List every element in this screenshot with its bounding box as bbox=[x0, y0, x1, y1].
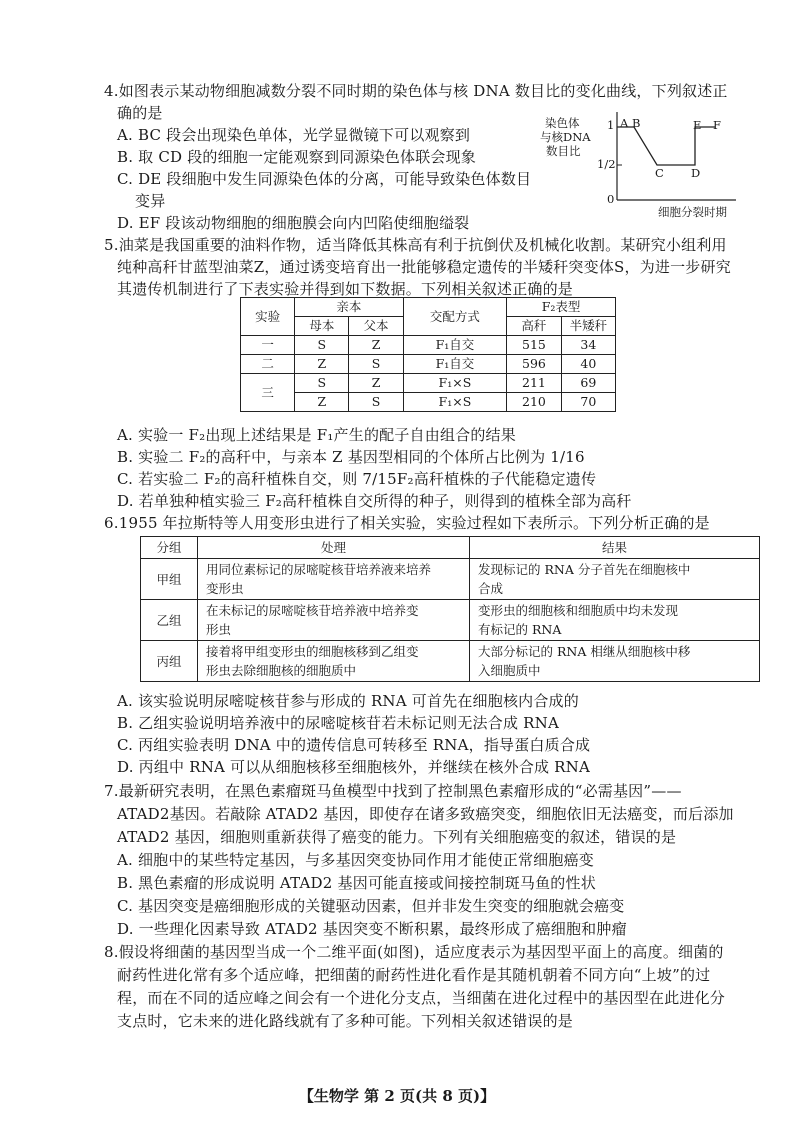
table-row bbox=[241, 355, 616, 374]
q6-cell-result bbox=[470, 559, 760, 600]
q6-cell-treat bbox=[198, 641, 470, 682]
q6-treat-line2: 变形虫 bbox=[206, 581, 244, 596]
q5-th-father: 父本 bbox=[349, 317, 403, 336]
q5-cell-semi: 40 bbox=[561, 355, 615, 374]
q4-graph-ylabel-2: 与核DNA bbox=[540, 130, 591, 144]
q6-option-a: A. 该实验说明尿嘧啶核苷参与形成的 RNA 可首先在细胞核内合成的 bbox=[117, 692, 579, 710]
q6-result-line1: 变形虫的细胞核和细胞质中均未发现 bbox=[478, 603, 679, 618]
q6-cell-group: 丙组 bbox=[141, 641, 198, 682]
q5-cell-mother: S bbox=[295, 336, 349, 355]
q6-cell-treat bbox=[198, 559, 470, 600]
q4-graph-tick-1: 1 bbox=[607, 118, 615, 132]
q5-cell-cross: F₁自交 bbox=[403, 336, 507, 355]
table-row bbox=[241, 393, 616, 412]
q5-cell-exp: 三 bbox=[241, 374, 295, 412]
q7-stem-line3: ATAD2 基因，细胞则重新获得了癌变的能力。下列有关细胞癌变的叙述，错误的是 bbox=[117, 828, 677, 846]
q5-stem-line3: 其遗传机制进行了下表实验并得到如下数据。下列相关叙述正确的是 bbox=[117, 280, 574, 298]
q7-option-b: B. 黑色素瘤的形成说明 ATAD2 基因可能直接或间接控制斑马鱼的性状 bbox=[117, 874, 596, 892]
q6-th-treat: 处理 bbox=[198, 537, 470, 559]
q6-option-d: D. 丙组中 RNA 可以从细胞核移至细胞核外，并继续在核外合成 RNA bbox=[117, 758, 591, 776]
table-row bbox=[141, 641, 760, 682]
q5-th-exp: 实验 bbox=[241, 298, 295, 336]
q5-cell-father: Z bbox=[349, 336, 403, 355]
q5-cell-semi: 34 bbox=[561, 336, 615, 355]
q4-graph-point-c: C bbox=[655, 166, 664, 180]
q5-th-tall: 高秆 bbox=[507, 317, 561, 336]
q6-option-c: C. 丙组实验表明 DNA 中的遗传信息可转移至 RNA，指导蛋白质合成 bbox=[117, 736, 591, 754]
q5-cell-cross: F₁×S bbox=[403, 374, 507, 393]
q6-treat-line2: 形虫 bbox=[206, 622, 232, 637]
q5-cell-father: Z bbox=[349, 374, 403, 393]
q4-stem-line2: 确的是 bbox=[117, 104, 163, 122]
table-row bbox=[241, 374, 616, 393]
q5-cell-mother: S bbox=[295, 374, 349, 393]
q6-result-line2: 入细胞质中 bbox=[478, 663, 541, 678]
q5-cell-semi: 69 bbox=[561, 374, 615, 393]
q5-stem-line1: 5.油菜是我国重要的油料作物，适当降低其株高有利于抗倒伏及机械化收割。某研究小组利用 bbox=[104, 236, 727, 254]
q4-graph-tick-half: 1/2 bbox=[597, 157, 616, 171]
q8-stem-line2: 耐药性进化常有多个适应峰，把细菌的耐药性进化看作是其随机朝着不同方向“上坡”的过 bbox=[117, 966, 711, 984]
q4-stem-line1: 4.如图表示某动物细胞减数分裂不同时期的染色体与核 DNA 数目比的变化曲线，下列叙述正 bbox=[104, 82, 728, 100]
q4-option-b: B. 取 CD 段的细胞一定能观察到同源染色体联会现象 bbox=[117, 148, 477, 166]
q5-option-c: C. 若实验二 F₂的高秆植株自交，则 7/15F₂高秆植株的子代能稳定遗传 bbox=[117, 470, 597, 488]
q8-stem-line4: 支点时，它未来的进化路线就有了多种可能。下列相关叙述错误的是 bbox=[117, 1012, 574, 1030]
q4-graph-point-d: D bbox=[691, 166, 701, 180]
q5-th-parent: 亲本 bbox=[295, 298, 403, 317]
q6-treat-line1: 在未标记的尿嘧啶核苷培养液中培养变 bbox=[206, 603, 419, 618]
q6-result-line2: 有标记的 RNA bbox=[478, 622, 562, 637]
q5-cell-cross: F₁自交 bbox=[403, 355, 507, 374]
q8-stem-line1: 8.假设将细菌的基因型当成一个二维平面(如图)，适应度表示为基因型平面上的高度。细菌的 bbox=[104, 943, 724, 961]
q5-cell-tall: 211 bbox=[507, 374, 561, 393]
q5-th-mother: 母本 bbox=[295, 317, 349, 336]
q4-option-d: D. EF 段该动物细胞的细胞膜会向内凹陷使细胞缢裂 bbox=[117, 214, 470, 232]
q4-graph-point-e: E bbox=[693, 118, 702, 132]
q6-stem: 6.1955 年拉斯特等人用变形虫进行了相关实验，实验过程如下表所示。下列分析正确的是 bbox=[104, 514, 710, 532]
q5-cell-tall: 210 bbox=[507, 393, 561, 412]
q6-result-line2: 合成 bbox=[478, 581, 504, 596]
q6-cell-group: 甲组 bbox=[141, 559, 198, 600]
q5-cell-tall: 515 bbox=[507, 336, 561, 355]
q4-option-a: A. BC 段会出现染色单体，光学显微镜下可以观察到 bbox=[117, 126, 471, 144]
q6-treat-line1: 接着将甲组变形虫的细胞核移到乙组变 bbox=[206, 644, 419, 659]
q5-option-b: B. 实验二 F₂的高秆中，与亲本 Z 基因型相同的个体所占比例为 1/16 bbox=[117, 448, 585, 466]
q4-graph-point-a: A bbox=[620, 116, 629, 130]
page-footer: 【生物学 第 2 页(共 8 页)】 bbox=[298, 1087, 496, 1105]
q6-treat-line1: 用同位素标记的尿嘧啶核苷培养液来培养 bbox=[206, 562, 432, 577]
q4-graph-xlabel: 细胞分裂时期 bbox=[658, 205, 727, 219]
q4-graph-tick-0: 0 bbox=[607, 192, 615, 206]
q5-cell-cross: F₁×S bbox=[403, 393, 507, 412]
q5-cell-exp: 二 bbox=[241, 355, 295, 374]
q6-table bbox=[140, 536, 760, 682]
q4-graph-plot bbox=[600, 110, 740, 205]
q4-graph-ylabel-3: 数目比 bbox=[546, 144, 581, 158]
q5-cell-semi: 70 bbox=[561, 393, 615, 412]
q5-cell-tall: 596 bbox=[507, 355, 561, 374]
q6-option-b: B. 乙组实验说明培养液中的尿嘧啶核苷若未标记则无法合成 RNA bbox=[117, 714, 559, 732]
q5-th-semi: 半矮秆 bbox=[561, 317, 615, 336]
q7-option-c: C. 基因突变是癌细胞形成的关键驱动因素，但并非发生突变的细胞就会癌变 bbox=[117, 897, 625, 915]
q6-cell-group: 乙组 bbox=[141, 600, 198, 641]
q5-cell-father: S bbox=[349, 355, 403, 374]
q5-stem-line2: 纯种高秆甘蓝型油菜Z，通过诱变培育出一批能够稳定遗传的半矮秆突变体S，为进一步研究 bbox=[117, 258, 731, 276]
q5-th-f2: F₂表型 bbox=[507, 298, 616, 317]
q7-stem-line1: 7.最新研究表明，在黑色素瘤斑马鱼模型中找到了控制黑色素瘤形成的“必需基因”—— bbox=[104, 782, 682, 800]
q5-cell-exp: 一 bbox=[241, 336, 295, 355]
q4-option-c-line2: 变异 bbox=[135, 192, 166, 210]
q4-graph-point-f: F bbox=[713, 118, 721, 132]
q4-graph-curve bbox=[617, 127, 715, 165]
q6-th-result: 结果 bbox=[470, 537, 760, 559]
q6-treat-line2: 形虫去除细胞核的细胞质中 bbox=[206, 663, 357, 678]
q6-cell-treat bbox=[198, 600, 470, 641]
q5-option-a: A. 实验一 F₂出现上述结果是 F₁产生的配子自由组合的结果 bbox=[117, 426, 516, 444]
q5-cell-father: S bbox=[349, 393, 403, 412]
table-row bbox=[241, 336, 616, 355]
q6-cell-result bbox=[470, 641, 760, 682]
q4-graph-point-b: B bbox=[632, 116, 641, 130]
q5-option-d: D. 若单独种植实验三 F₂高秆植株自交所得的种子，则得到的植株全部为高秆 bbox=[117, 492, 632, 510]
q7-option-d: D. 一些理化因素导致 ATAD2 基因突变不断积累，最终形成了癌细胞和肿瘤 bbox=[117, 920, 627, 938]
q8-stem-line3: 程，而在不同的适应峰之间会有一个进化分支点，当细菌在进化过程中的基因型在此进化分 bbox=[117, 989, 726, 1007]
q6-result-line1: 大部分标记的 RNA 相继从细胞核中移 bbox=[478, 644, 691, 659]
q5-cell-mother: Z bbox=[295, 393, 349, 412]
table-row bbox=[141, 559, 760, 600]
q4-option-c-line1: C. DE 段细胞中发生同源染色体的分离，可能导致染色体数目 bbox=[117, 170, 532, 188]
q6-cell-result bbox=[470, 600, 760, 641]
q7-option-a: A. 细胞中的某些特定基因，与多基因突变协同作用才能使正常细胞癌变 bbox=[117, 851, 594, 869]
q6-result-line1: 发现标记的 RNA 分子首先在细胞核中 bbox=[478, 562, 691, 577]
q5-cell-mother: Z bbox=[295, 355, 349, 374]
q5-table bbox=[240, 297, 616, 412]
table-row bbox=[141, 600, 760, 641]
q7-stem-line2: ATAD2基因。若敲除 ATAD2 基因，即使存在诸多致癌突变，细胞依旧无法癌变，而后添加 bbox=[117, 805, 734, 823]
q4-graph-ylabel-1: 染色体 bbox=[545, 116, 580, 130]
q6-th-group: 分组 bbox=[141, 537, 198, 559]
q5-th-cross: 交配方式 bbox=[403, 298, 507, 336]
